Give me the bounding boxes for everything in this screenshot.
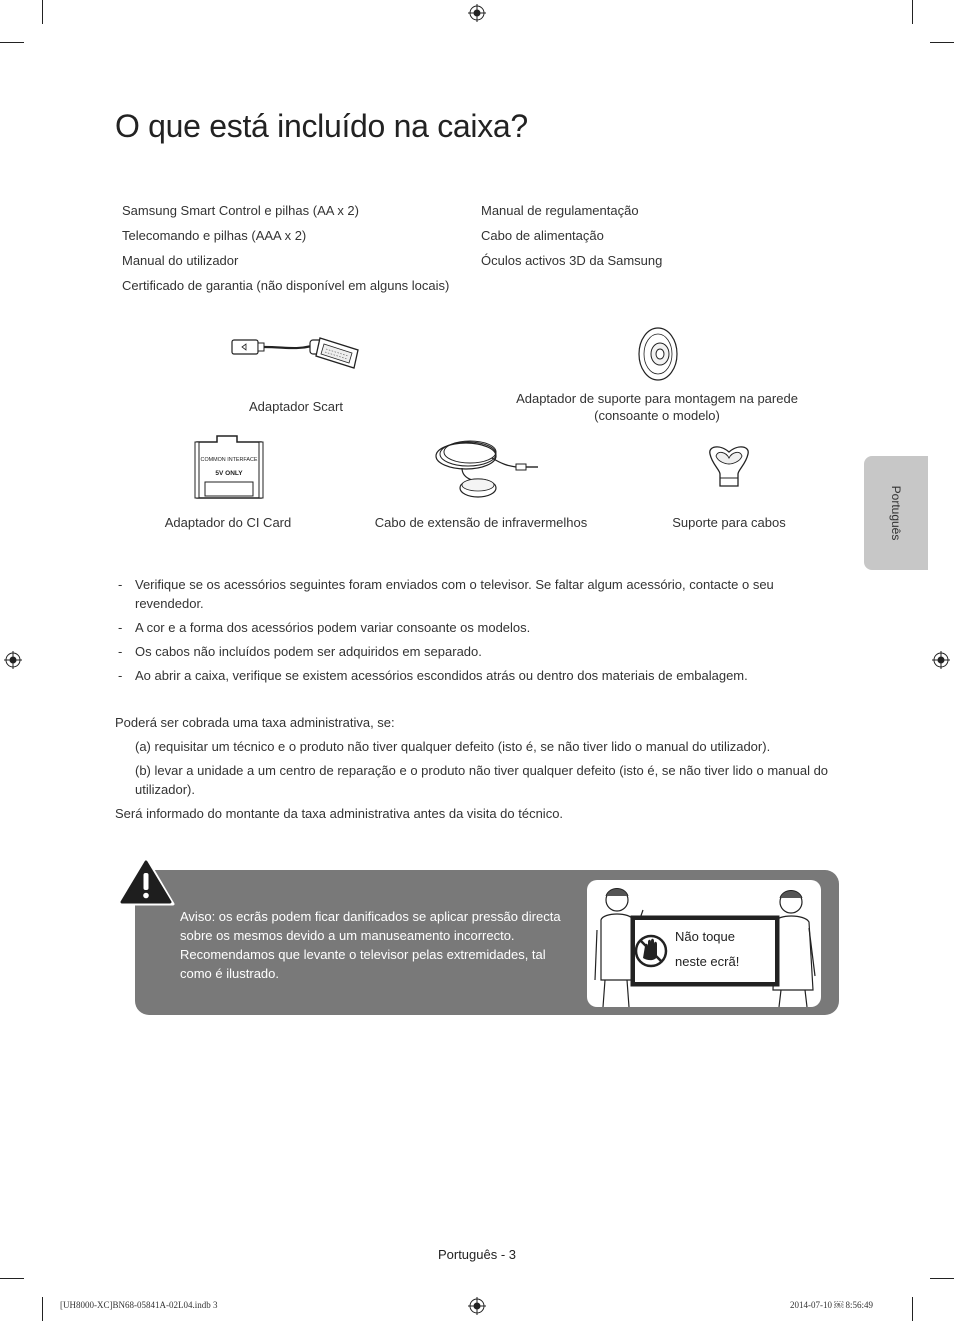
tv-handling-illustration: [587, 880, 821, 1007]
fee-outro: Será informado do montante da taxa administrativa antes da visita do técnico.: [115, 806, 564, 821]
list-item: Certificado de garantia (não disponível em alguns locais): [122, 278, 450, 293]
crop-mark: [930, 42, 954, 43]
warning-triangle-icon: [117, 856, 175, 906]
ci-label-1: COMMON INTERFACE: [200, 457, 258, 463]
crop-mark: [912, 0, 913, 24]
contents-list-right: [481, 203, 831, 278]
crop-mark: [0, 42, 24, 43]
warning-text: [180, 907, 570, 983]
ci-label-2: 5V ONLY: [215, 470, 243, 477]
list-item: - A cor e a forma dos acessórios podem variar consoante os modelos.: [118, 618, 838, 637]
caption-ir-cable: Cabo de extensão de infravermelhos: [374, 515, 588, 530]
side-tab-label: Português: [889, 485, 903, 541]
page-title: O que está incluído na caixa?: [115, 108, 528, 144]
list-item: Manual de regulamentação: [481, 203, 639, 218]
language-side-tab: [864, 456, 928, 570]
registration-mark-icon: [4, 651, 22, 669]
warning-body: : os ecrãs podem ficar danificados se aplicar pressão directa sobre os mesmos devido a um manuseamento incorrecto. Recomendamos que levante o televisor pelas extremidades, tal como é ilustrado.: [180, 909, 561, 981]
tv-handling-drawing: [587, 880, 821, 1007]
list-item: - Ao abrir a caixa, verifique se existem acessórios escondidos atrás ou dentro dos materiais de embalagem.: [118, 666, 838, 685]
page-footer: Português - 3: [437, 1247, 517, 1262]
registration-mark-icon: [468, 4, 486, 22]
admin-fee-section: [115, 713, 835, 828]
print-slug-right: 2014-07-10 ￼ 8:56:49: [790, 1300, 873, 1310]
registration-mark-icon: [932, 651, 950, 669]
ci-card-adapter-image: [193, 434, 265, 502]
fee-item-b: (b) levar a unidade a um centro de reparação e o produto não tiver qualquer defeito (isto é, se não tiver lido o manual do utilizador).: [135, 763, 829, 797]
list-item: Cabo de alimentação: [481, 228, 604, 243]
caption-wall-mount: Adaptador de suporte para montagem na parede (consoante o modelo): [516, 391, 798, 423]
crop-mark: [42, 0, 43, 24]
list-item: Manual do utilizador: [122, 253, 239, 268]
sign-line-1: Não toque: [675, 929, 735, 944]
caption-cable-holder: Suporte para cabos: [672, 515, 786, 530]
registration-mark-icon: [468, 1297, 486, 1315]
warning-label: Aviso: [180, 909, 212, 924]
sign-line-2: neste ecrã!: [675, 954, 740, 969]
list-item: - Os cabos não incluídos podem ser adquiridos em separado.: [118, 642, 838, 661]
ir-extension-cable-image: [432, 434, 542, 500]
list-item: Telecomando e pilhas (AAA x 2): [122, 228, 307, 243]
crop-mark: [0, 1278, 24, 1279]
cable-holder-image: [704, 444, 754, 490]
scart-adapter-image: [230, 330, 362, 375]
list-item: Óculos activos 3D da Samsung: [481, 253, 663, 268]
crop-mark: [912, 1297, 913, 1321]
contents-list-left: [122, 203, 472, 303]
notes-list: [118, 575, 838, 690]
caption-ci-card: Adaptador do CI Card: [164, 515, 292, 530]
crop-mark: [930, 1278, 954, 1279]
list-item: Samsung Smart Control e pilhas (AA x 2): [122, 203, 359, 218]
print-slug-left: [UH8000-XC]BN68-05841A-02L04.indb 3: [60, 1300, 218, 1310]
wall-mount-adapter-image: [636, 326, 680, 382]
crop-mark: [42, 1297, 43, 1321]
fee-intro: Poderá ser cobrada uma taxa administrativa, se:: [115, 715, 395, 730]
fee-item-a: (a) requisitar um técnico e o produto não tiver qualquer defeito (isto é, se não tiver lido o manual do utilizador).: [135, 739, 771, 754]
caption-scart: Adaptador Scart: [249, 399, 343, 414]
list-item: - Verifique se os acessórios seguintes foram enviados com o televisor. Se faltar algum acessório, contacte o seu revendedor.: [118, 575, 838, 613]
